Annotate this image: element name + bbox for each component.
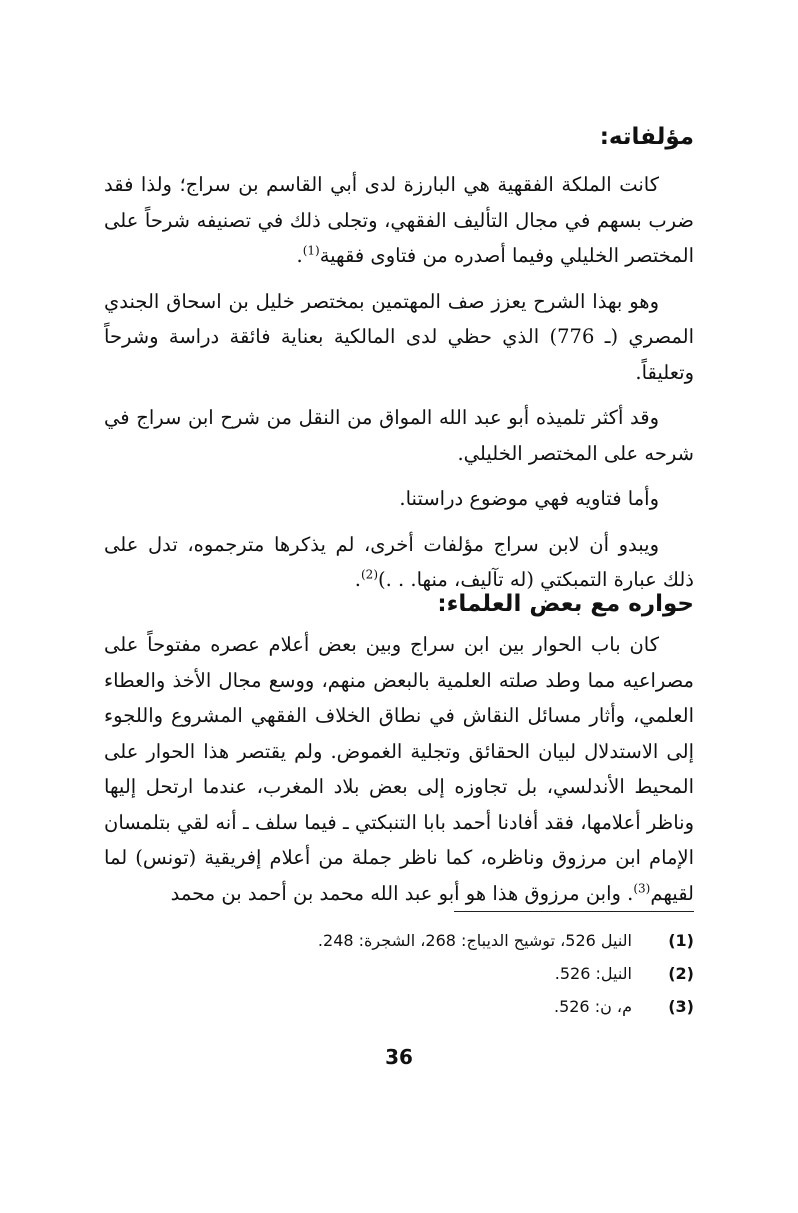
footnote-number: (2)	[668, 964, 694, 983]
footnote-number: (1)	[668, 931, 694, 950]
footnote-ref-3[interactable]: (3)	[633, 881, 651, 895]
section-heading-dialogue: حواره مع بعض العلماء:	[437, 591, 694, 617]
works-paragraph-4: وأما فتاويه فهي موضوع دراستنا.	[399, 487, 659, 510]
dialogue-paragraph: كان باب الحوار بين ابن سراج وبين بعض أعلام عصره مفتوحاً على مصراعيه مما وطد صلته العلمية بالبعض منهم، ووسع مجال الأخذ والعطاء العلمي، وأثار مسائل النقاش في نطاق الخلاف الفقهي المشروع واللجوء إلى الاستدلال لبيان الحقائق وتجلية الغموض. ولم يقتصر هذا الحوار على المحيط الأندلسي، بل تجاوزه إلى بعض بلاد المغرب، عندما ارتحل إليها وناظر أعلامها، فقد أفادنا أحمد بابا التنبكتي ـ فيما سلف ـ أنه لقي بتلمسان الإمام ابن مرزوق وناظره، كما ناظر جملة من أعلام إفريقية (تونس) لما لقيهم$^{(3)}$. وابن مرزوق هذا هو أبو عبد الله محمد بن أحمد بن محمد	[104, 633, 694, 905]
footnote-text: م، ن: 526.	[553, 997, 632, 1016]
footnote-text: النيل: 526.	[554, 964, 632, 983]
footnotes-list	[104, 924, 694, 1023]
footnote-number: (3)	[668, 997, 694, 1016]
works-paragraph-3: وقد أكثر تلميذه أبو عبد الله المواق من النقل من شرح ابن سراج في شرحه على المختصر الخليلي.	[104, 406, 694, 465]
footnote-ref-2[interactable]: (2)	[360, 567, 378, 582]
footnote-item	[104, 990, 694, 1023]
footnote-item	[104, 924, 694, 957]
works-body	[104, 167, 694, 598]
footnote-item	[104, 957, 694, 990]
works-paragraph-2: وهو بهذا الشرح يعزز صف المهتمين بمختصر خليل بن اسحاق الجندي المصري (ـ 776) الذي حظي لدى المالكية بعناية فائقة دراسة وشرحاً وتعليقاً.	[104, 289, 694, 384]
footnote-ref-1[interactable]: (1)	[302, 243, 320, 258]
works-paragraph-5: ويبدو أن لابن سراج مؤلفات أخرى، لم يذكرها مترجموه، تدل على ذلك عبارة التمبكتي (له تآليف، منها. . .)$^{(2)}$.	[104, 532, 694, 591]
section-heading-works: مؤلفاته:	[599, 124, 694, 150]
footnote-separator	[454, 911, 694, 912]
works-paragraph-1: كانت الملكة الفقهية هي البارزة لدى أبي القاسم بن سراج؛ ولذا فقد ضرب بسهم في مجال التأليف الفقهي، وتجلى ذلك في تصنيفه شرحاً على المختصر الخليلي وفيما أصدره من فتاوى فقهية$^{(1)}$.	[104, 173, 694, 267]
page-number: 36	[385, 1045, 413, 1069]
dialogue-body	[104, 627, 694, 911]
footnote-text: النيل 526، توشيح الديباج: 268، الشجرة: 248.	[317, 931, 632, 950]
